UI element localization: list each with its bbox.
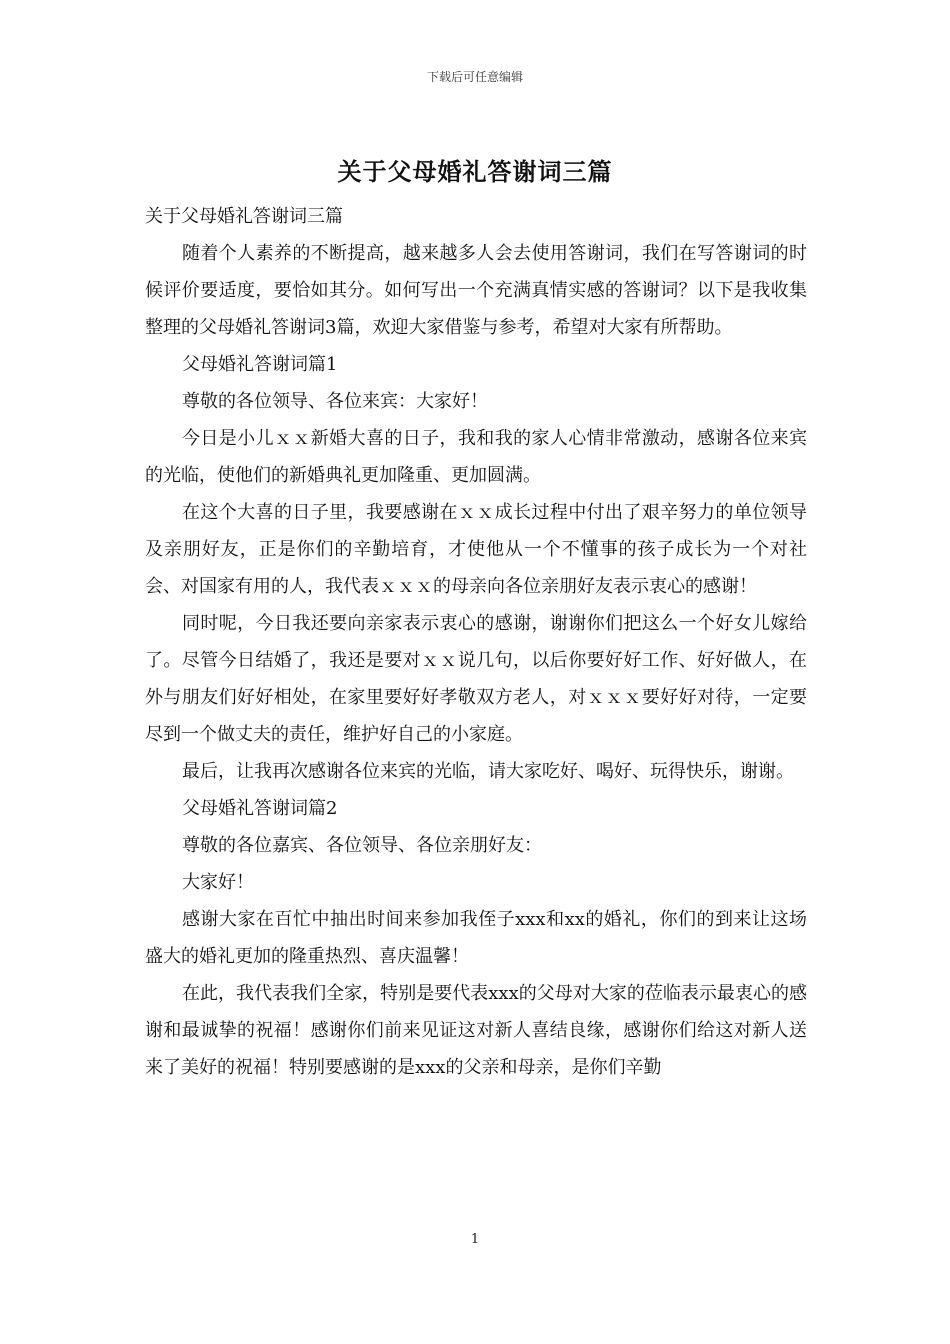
paragraph-7: 最后，让我再次感谢各位来宾的光临，请大家吃好、喝好、玩得快乐，谢谢。 [182, 761, 794, 782]
paragraph-11: 感谢大家在百忙中抽出时间来参加我侄子xxx和xx的婚礼，你们的到来让这场盛大的婚礼更加的隆重热烈、喜庆温馨！ [145, 909, 807, 967]
section-heading-1: 父母婚礼答谢词篇1 [182, 354, 338, 375]
paragraph-6: 同时呢，今日我还要向亲家表示衷心的感谢，谢谢你们把这么一个好女儿嫁给了。尽管今日结婚了，我还是要对ｘｘ说几句，以后你要好好工作、好好做人，在外与朋友们好好相处，在家里要好好孝敬双方老人，对ｘｘｘ要好好对待，一定要尽到一个做丈夫的责任，维护好自己的小家庭。 [145, 613, 807, 745]
section-heading-2: 父母婚礼答谢词篇2 [182, 798, 338, 819]
paragraph-1: 随着个人素养的不断提高，越来越多人会去使用答谢词，我们在写答谢词的时候评价要适度，要恰如其分。如何写出一个充满真情实感的答谢词？以下是我收集整理的父母婚礼答谢词3篇，欢迎大家借鉴与参考，希望对大家有所帮助。 [145, 243, 807, 338]
paragraph-12: 在此，我代表我们全家，特别是要代表xxx的父母对大家的莅临表示最衷心的感谢和最诚挚的祝福！感谢你们前来见证这对新人喜结良缘，感谢你们给这对新人送来了美好的祝福！特别要感谢的是xxx的父亲和母亲，是你们辛勤 [145, 983, 807, 1078]
paragraph-4: 今日是小儿ｘｘ新婚大喜的日子，我和我的家人心情非常激动，感谢各位来宾的光临，使他们的新婚典礼更加隆重、更加圆满。 [145, 428, 807, 486]
paragraph-10: 大家好！ [182, 872, 254, 893]
paragraph-0: 关于父母婚礼答谢词三篇 [145, 206, 343, 227]
header-note: 下载后可任意编辑 [426, 70, 523, 84]
document-body [145, 198, 807, 1086]
paragraph-3: 尊敬的各位领导、各位来宾：大家好！ [182, 391, 488, 412]
paragraph-5: 在这个大喜的日子里，我要感谢在ｘｘ成长过程中付出了艰辛努力的单位领导及亲朋好友，正是你们的辛勤培育，才使他从一个不懂事的孩子成长为一个对社会、对国家有用的人，我代表ｘｘｘ的母亲向各位亲朋好友表示衷心的感谢！ [145, 502, 807, 597]
paragraph-9: 尊敬的各位嘉宾、各位领导、各位亲朋好友： [182, 835, 542, 856]
page-number: 1 [470, 1232, 480, 1247]
document-title: 关于父母婚礼答谢词三篇 [337, 157, 613, 186]
